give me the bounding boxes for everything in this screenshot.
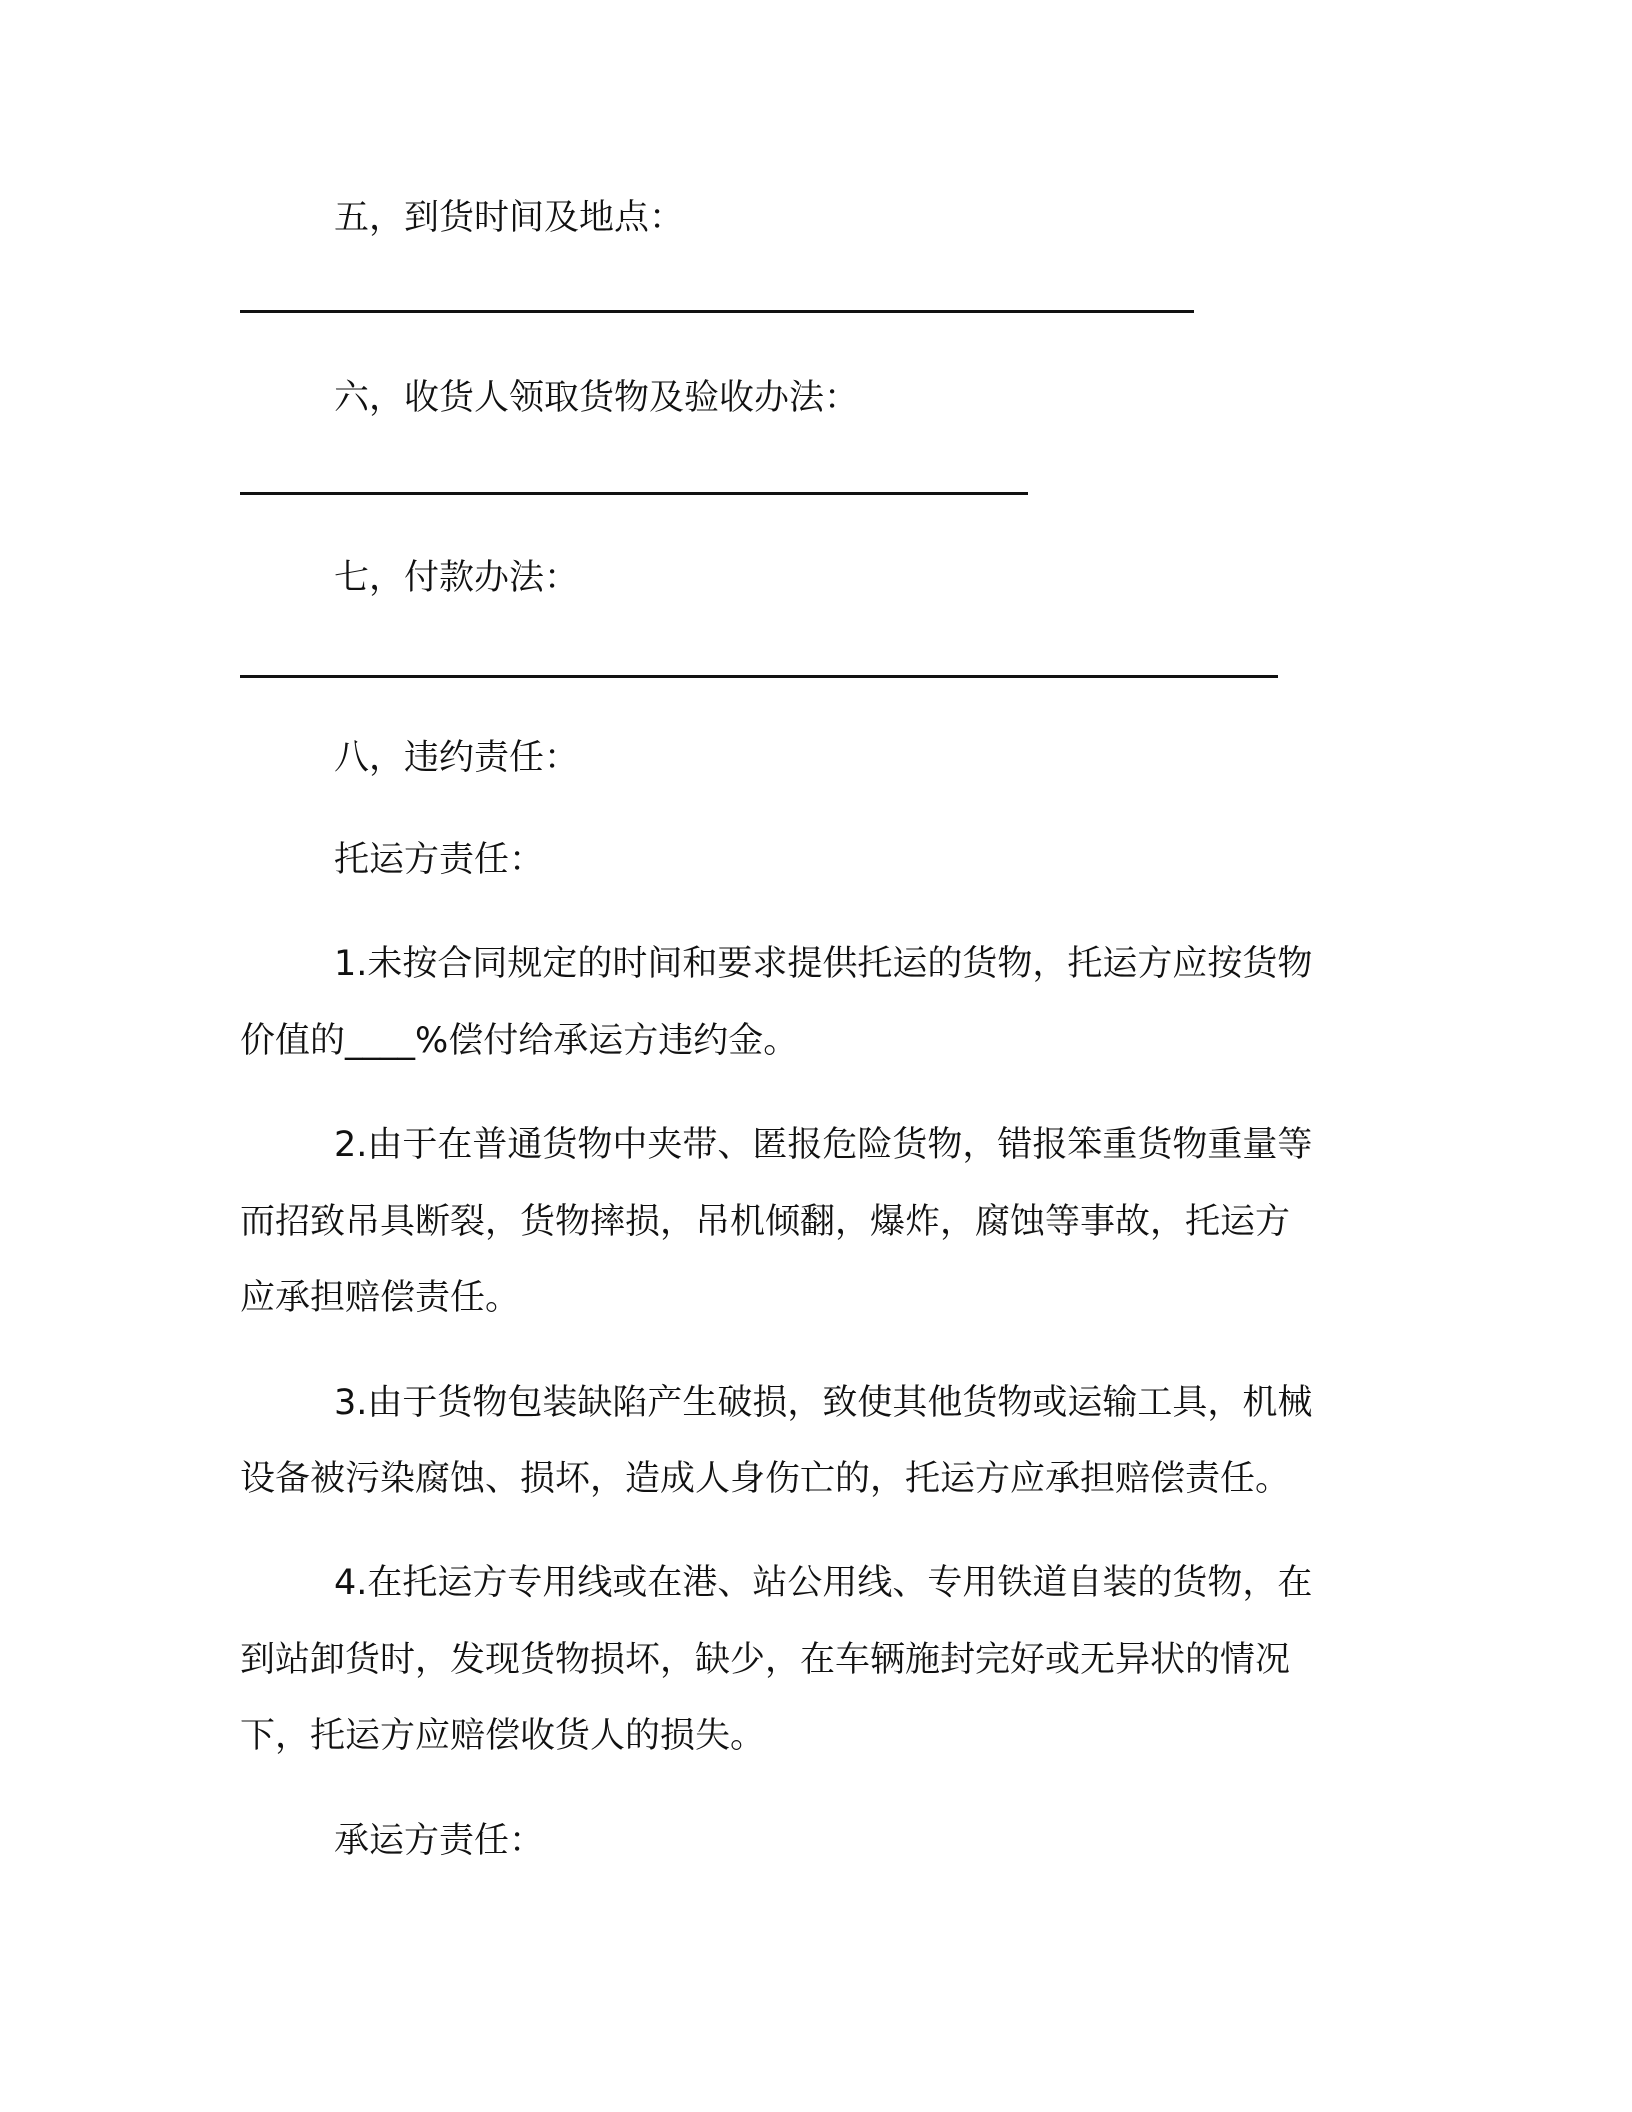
section-6-blank-line (240, 492, 1028, 495)
clause-3-line-1: 3.由于货物包装缺陷产生破损，致使其他货物或运输工具，机械 (334, 1383, 1313, 1423)
clause-3-line-2: 设备被污染腐蚀、损坏，造成人身伤亡的，托运方应承担赔偿责任。 (240, 1459, 1291, 1499)
section-6-heading: 六，收货人领取货物及验收办法： (334, 378, 860, 418)
shipper-liability-heading: 托运方责任： (334, 840, 545, 880)
clause-4-line-3: 下，托运方应赔偿收货人的损失。 (240, 1716, 766, 1756)
section-5-blank-line (240, 310, 1194, 313)
clause-4-line-1: 4.在托运方专用线或在港、站公用线、专用铁道自装的货物，在 (334, 1563, 1313, 1603)
clause-1-line-1: 1.未按合同规定的时间和要求提供托运的货物，托运方应按货物 (334, 944, 1313, 984)
clause-2-line-2: 而招致吊具断裂，货物摔损，吊机倾翻，爆炸，腐蚀等事故，托运方 (240, 1202, 1291, 1242)
clause-4-line-2: 到站卸货时，发现货物损坏，缺少，在车辆施封完好或无异状的情况 (240, 1640, 1291, 1680)
section-7-heading: 七，付款办法： (334, 558, 580, 598)
section-8-heading: 八，违约责任： (334, 738, 580, 778)
carrier-liability-heading: 承运方责任： (334, 1821, 545, 1861)
clause-2-line-3: 应承担赔偿责任。 (240, 1278, 521, 1318)
clause-1-line-2: 价值的____%偿付给承运方违约金。 (240, 1021, 799, 1061)
clause-2-line-1: 2.由于在普通货物中夹带、匿报危险货物，错报笨重货物重量等 (334, 1125, 1313, 1165)
section-5-heading: 五，到货时间及地点： (334, 198, 685, 238)
section-7-blank-line (240, 675, 1278, 678)
